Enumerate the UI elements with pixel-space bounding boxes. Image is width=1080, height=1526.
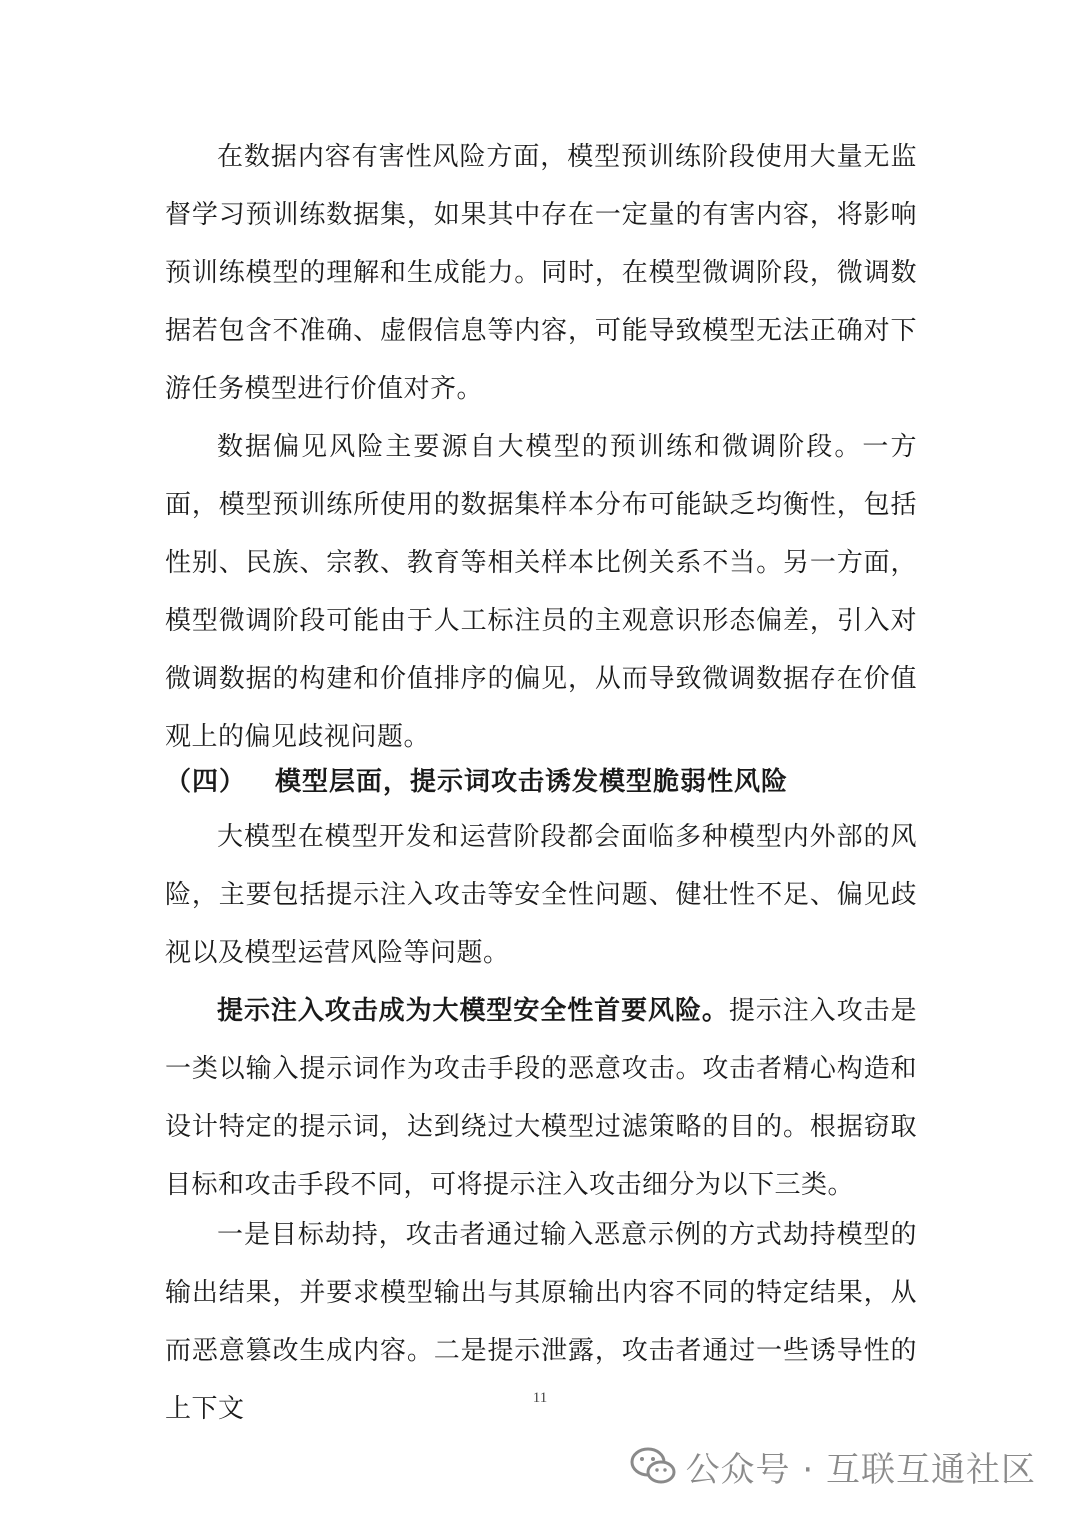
wechat-icon [630, 1446, 676, 1486]
section-title: 模型层面，提示词攻击诱发模型脆弱性风险 [275, 767, 789, 797]
section-heading [165, 758, 917, 806]
section-number: （四） [165, 767, 247, 797]
paragraph-model-risks: 大模型在模型开发和运营阶段都会面临多种模型内外部的风险，主要包括提示注入攻击等安全性问题、健壮性不足、偏见歧视以及模型运营风险等问题。 [165, 822, 917, 968]
paragraph-target-hijack: 一是目标劫持，攻击者通过输入恶意示例的方式劫持模型的输出结果，并要求模型输出与其原输出内容不同的特定结果，从而恶意篡改生成内容。二是提示泄露，攻击者通过一些诱导性的上下文 [165, 1220, 917, 1424]
page-number: 11 [532, 1390, 548, 1406]
paragraph-data-bias-risk: 数据偏见风险主要源自大模型的预训练和微调阶段。一方面，模型预训练所使用的数据集样本分布可能缺乏均衡性，包括性别、民族、宗教、教育等相关样本比例关系不当。另一方面，模型微调阶段可能由于人工标注员的主观意识形态偏差，引入对微调数据的构建和价值排序的偏见，从而导致微调数据存在价值观上的偏见歧视问题。 [165, 432, 917, 752]
paragraph-lead-bold: 提示注入攻击成为大模型安全性首要风险。 [217, 996, 729, 1026]
watermark-text: 公众号 · 互联互通社区 [685, 1449, 1036, 1490]
paragraph-prompt-injection [165, 982, 917, 1214]
paragraph-body: 提示注入攻击是一类以输入提示词作为攻击手段的恶意攻击。攻击者精心构造和设计特定的提示词，达到绕过大模型过滤策略的目的。根据窃取目标和攻击手段不同，可将提示注入攻击细分为以下三类。 [165, 996, 917, 1200]
paragraph-data-harm-risk: 在数据内容有害性风险方面，模型预训练阶段使用大量无监督学习预训练数据集，如果其中存在一定量的有害内容，将影响预训练模型的理解和生成能力。同时，在模型微调阶段，微调数据若包含不准确、虚假信息等内容，可能导致模型无法正确对下游任务模型进行价值对齐。 [165, 142, 917, 404]
watermark [630, 1442, 1036, 1490]
